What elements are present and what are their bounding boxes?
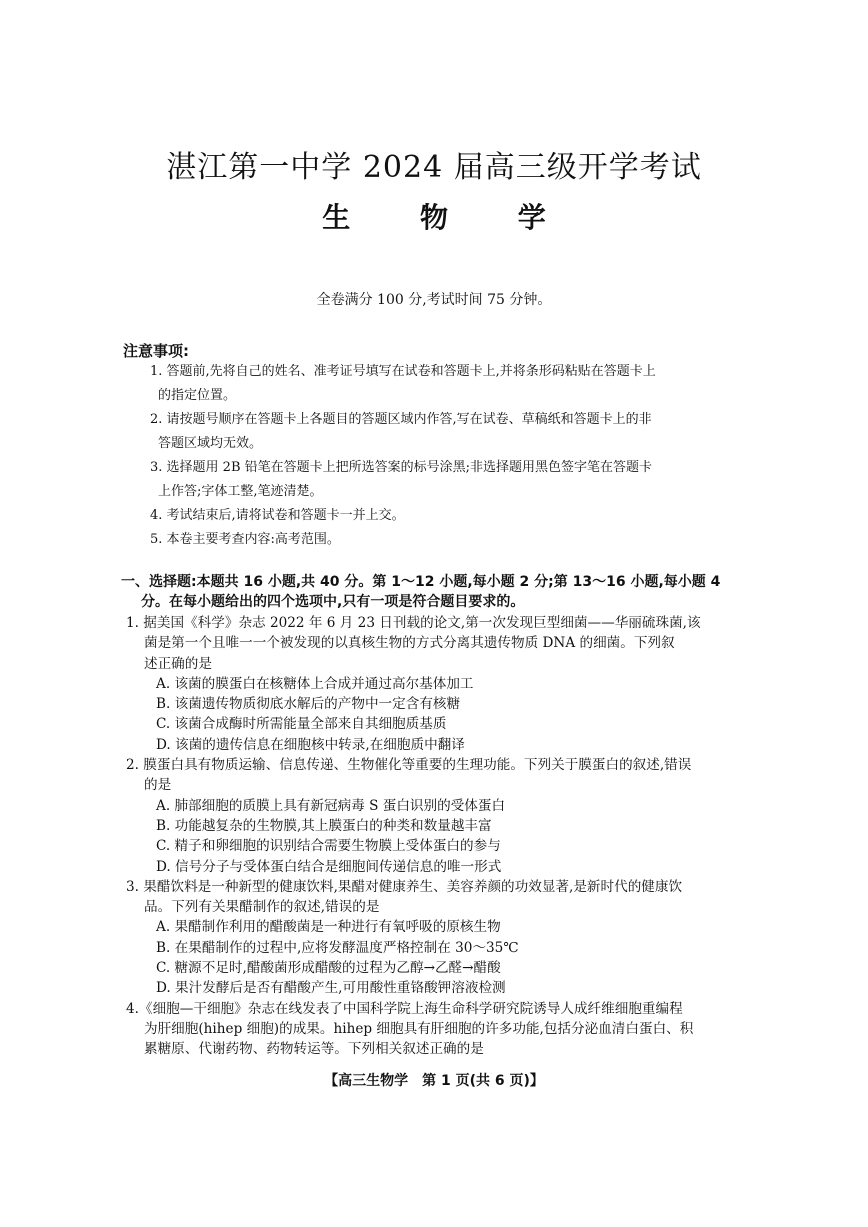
option-c: C. 精子和卵细胞的识别结合需要生物膜上受体蛋白的参与 [156, 838, 501, 855]
option-d: D. 果汁发酵后是否有醋酸产生,可用酸性重铬酸钾溶液检测 [156, 980, 506, 997]
notice-item: 1. 答题前,先将自己的姓名、准考证号填写在试卷和答题卡上,并将条形码粘贴在答题卡上 的指定位置。 [150, 364, 656, 403]
option-a: A. 该菌的膜蛋白在核糖体上合成并通过高尔基体加工 [156, 675, 474, 692]
notice-item: 3. 选择题用 2B 铅笔在答题卡上把所选答案的标号涂黑;非选择题用黑色签字笔在答题卡 上作答;字体工整,笔迹清楚。 [150, 460, 653, 499]
option-c: C. 该菌合成酶时所需能量全部来自其细胞质基质 [156, 716, 447, 733]
question-2: 2. 膜蛋白具有物质运输、信息传递、生物催化等重要的生理功能。下列关于膜蛋白的叙述,错误 的是 A. 肺部细胞的质膜上具有新冠病毒 S 蛋白识别的受体蛋白 B. 功能越复杂的生物膜,其上膜蛋白的种类和数量越丰富 C. 精子和卵细胞的识别结合需要生物膜上受体蛋白的参与 D. 信号分子与受体蛋白结合是细胞间传递信息的唯一形式 [126, 755, 762, 877]
section-heading: 一、选择题:本题共 16 小题,共 40 分。第 1～12 小题,每小题 2 分;第 13～16 小题,每小题 4 分。在每小题给出的四个选项中,只有一项是符合题目要求的。 [121, 574, 721, 610]
notice-item: 2. 请按题号顺序在答题卡上各题目的答题区域内作答,写在试卷、草稿纸和答题卡上的非 答题区域均无效。 [150, 412, 652, 451]
subject-title: 生 物 学 [322, 201, 576, 234]
exam-title: 湛江第一中学 2024 届高三级开学考试 [166, 150, 702, 185]
option-d: D. 该菌的遗传信息在细胞核中转录,在细胞质中翻译 [156, 736, 465, 753]
option-d: D. 信号分子与受体蛋白结合是细胞间传递信息的唯一形式 [156, 858, 502, 875]
exam-meta: 全卷满分 100 分,考试时间 75 分钟。 [316, 292, 552, 308]
question-4: 4.《细胞—干细胞》杂志在线发表了中国科学院上海生命科学研究院诱导人成纤维细胞重编程 为肝细胞(hihep 细胞)的成果。hihep 细胞具有肝细胞的许多功能,包括分泌血清白蛋白、积 累糖原、代谢药物、药物转运等。下列相关叙述正确的是 [126, 1000, 694, 1058]
option-b: B. 该菌遗传物质彻底水解后的产物中一定含有核糖 [156, 696, 461, 713]
question-3: 3. 果醋饮料是一种新型的健康饮料,果醋对健康养生、美容养颜的功效显著,是新时代的健康饮 品。下列有关果醋制作的叙述,错误的是 A. 果醋制作利用的醋酸菌是一种进行有氧呼吸的原核生物 B. 在果醋制作的过程中,应将发酵温度严格控制在 30～35℃ C. 糖源不足时,醋酸菌形成醋酸的过程为乙醇→乙醛→醋酸 D. 果汁发酵后是否有醋酸产生,可用酸性重铬酸钾溶液检测 [126, 877, 762, 999]
option-c: C. 糖源不足时,醋酸菌形成醋酸的过程为乙醇→乙醛→醋酸 [156, 960, 501, 977]
notice-item: 4. 考试结束后,请将试卷和答题卡一并上交。 [150, 508, 405, 523]
page-footer: 【高三生物学 第 1 页(共 6 页)】 [324, 1073, 544, 1089]
notice-list [150, 360, 760, 552]
question-1: 1. 据美国《科学》杂志 2022 年 6 月 23 日刊载的论文,第一次发现巨型细菌——华丽硫珠菌,该 菌是第一个且唯一一个被发现的以真核生物的方式分离其遗传物质 DNA 的细菌。下列叙 述正确的是 A. 该菌的膜蛋白在核糖体上合成并通过高尔基体加工 B. 该菌遗传物质彻底水解后的产物中一定含有核糖 C. 该菌合成酶时所需能量全部来自其细胞质基质 D. 该菌的遗传信息在细胞核中转录,在细胞质中翻译 [126, 613, 762, 755]
option-a: A. 果醋制作利用的醋酸菌是一种进行有氧呼吸的原核生物 [156, 919, 501, 936]
question-list [126, 613, 762, 1060]
option-b: B. 功能越复杂的生物膜,其上膜蛋白的种类和数量越丰富 [156, 817, 492, 834]
notice-heading: 注意事项: [123, 342, 189, 360]
option-a: A. 肺部细胞的质膜上具有新冠病毒 S 蛋白识别的受体蛋白 [156, 797, 506, 814]
option-b: B. 在果醋制作的过程中,应将发酵温度严格控制在 30～35℃ [156, 939, 519, 956]
notice-item: 5. 本卷主要考查内容:高考范围。 [150, 532, 340, 547]
